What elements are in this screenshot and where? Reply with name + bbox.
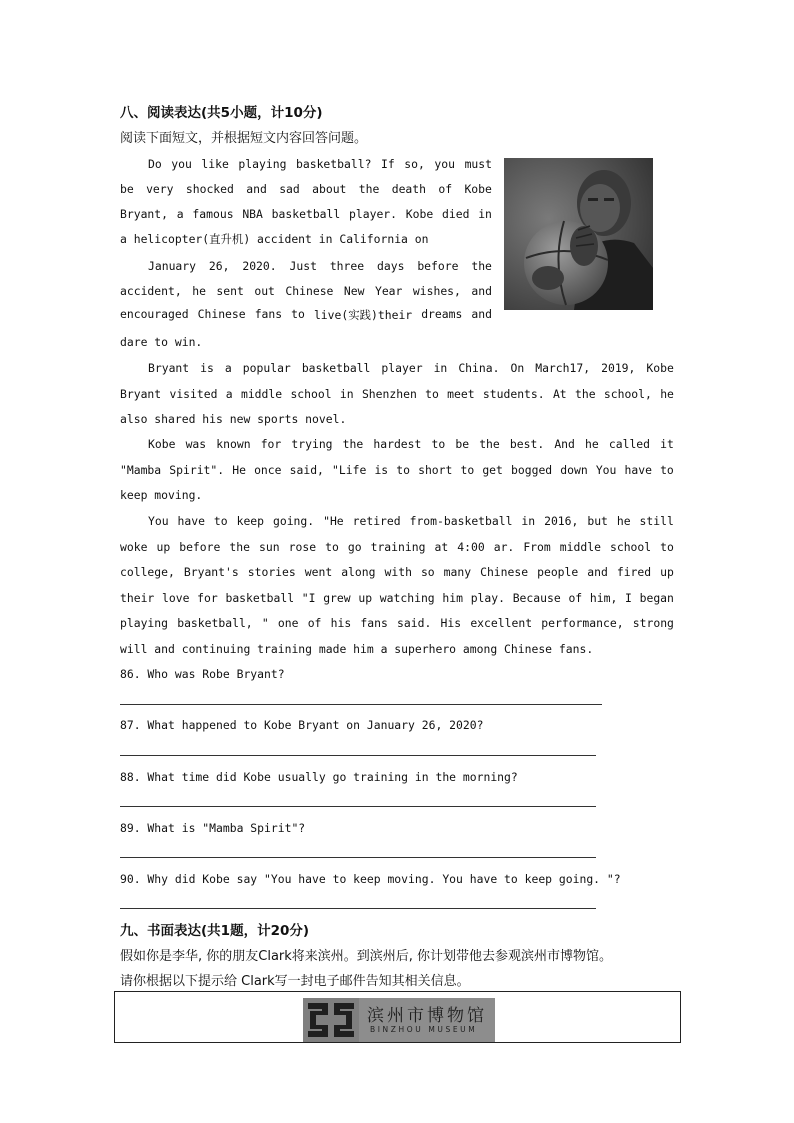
text-line-20: will and continuing training made him a superhero among Chinese fans.	[120, 642, 594, 656]
text-line-13: "Mamba Spirit". He once said, "Life is to short to get bogged down You have to	[120, 463, 674, 477]
museum-name-cn: 滨州市博物馆	[367, 1006, 487, 1026]
museum-name-en: BINZHOU MUSEUM	[370, 1025, 478, 1034]
question-89: 89. What is "Mamba Spirit"?	[120, 821, 306, 835]
answer-line-87[interactable]	[120, 755, 596, 756]
question-87: 87. What happened to Kobe Bryant on January 26, 2020?	[120, 718, 484, 732]
text-line-17: college, Bryant's stories went along with so many Chinese people and fired up	[120, 565, 674, 579]
text-line-4: a helicopter(直升机) accident in California on	[120, 232, 429, 246]
section-9-prompt-line-1: 假如你是李华, 你的朋友Clark将来滨州。到滨州后, 你计划带他去参观滨州市博物馆。	[120, 949, 613, 964]
text-line-15: You have to keep going. "He retired from-basketball in 2016, but he still	[148, 514, 674, 528]
text-line-5: January 26, 2020. Just three days before the	[148, 259, 492, 273]
text-line-8: dare to win.	[120, 335, 203, 349]
text-line-10: Bryant visited a middle school in Shenzhen to meet students. At the school, he	[120, 387, 674, 401]
answer-line-86[interactable]	[120, 704, 602, 705]
section-8-heading: 八、阅读表达(共5小题，计10分)	[120, 105, 323, 121]
text-line-3: Bryant, a famous NBA basketball player. Kobe died in	[120, 207, 492, 221]
answer-line-88[interactable]	[120, 806, 596, 807]
kobe-bryant-photo	[504, 158, 653, 310]
museum-logo	[303, 998, 495, 1042]
answer-line-90[interactable]	[120, 908, 596, 909]
question-86: 86. Who was Robe Bryant?	[120, 667, 285, 681]
museum-emblem-icon	[303, 998, 359, 1042]
text-line-12: Kobe was known for trying the hardest to be the best. And he called it	[148, 437, 674, 451]
text-line-9: Bryant is a popular basketball player in China. On March17, 2019, Kobe	[148, 361, 674, 375]
text-line-19: playing basketball, " one of his fans said. His excellent performance, strong	[120, 616, 674, 630]
text-line-1: Do you like playing basketball? If so, you must	[148, 157, 492, 171]
question-88: 88. What time did Kobe usually go training in the morning?	[120, 770, 518, 784]
text-line-6: accident, he sent out Chinese New Year wishes, and	[120, 284, 492, 298]
answer-line-89[interactable]	[120, 857, 596, 858]
section-9-heading: 九、书面表达(共1题，计20分)	[120, 923, 310, 939]
text-line-18: their love for basketball "I grew up watching him play. Because of him, I began	[120, 591, 674, 605]
question-90: 90. Why did Kobe say "You have to keep moving. You have to keep going. "?	[120, 872, 621, 886]
section-8-instruction: 阅读下面短文，并根据短文内容回答问题。	[120, 131, 368, 146]
text-line-11: also shared his new sports novel.	[120, 412, 347, 426]
text-line-2: be very shocked and sad about the death of Kobe	[120, 182, 492, 196]
text-line-16: woke up before the sun rose to go training at 4:00 ar. From middle school to	[120, 540, 674, 554]
text-line-7: encouraged Chinese fans to live(实践)their dreams and	[120, 307, 492, 322]
text-line-14: keep moving.	[120, 488, 203, 502]
section-9-prompt-line-2: 请你根据以下提示给 Clark写一封电子邮件告知其相关信息。	[120, 974, 470, 989]
